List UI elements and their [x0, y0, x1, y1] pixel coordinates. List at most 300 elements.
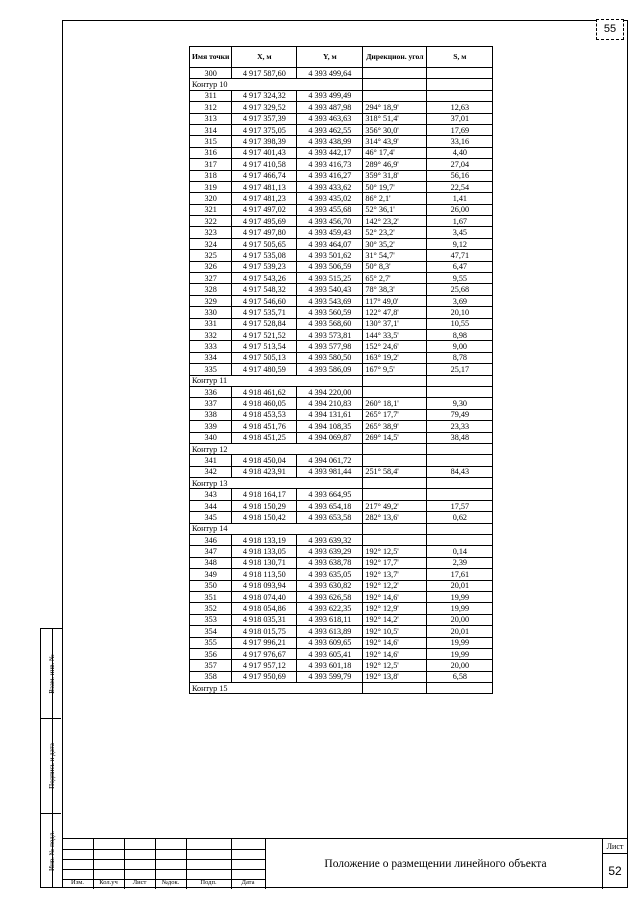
header-length: S, м: [427, 47, 493, 68]
direction-cell: [363, 455, 427, 466]
table-row: [190, 535, 493, 546]
x-cell: 4 918 164,17: [232, 489, 297, 500]
direction-cell: 192° 12,2': [363, 580, 427, 591]
length-cell: 26,00: [427, 204, 493, 215]
point-name-cell: 353: [190, 614, 232, 625]
point-name-cell: 315: [190, 136, 232, 147]
length-cell: 8,98: [427, 329, 493, 340]
x-cell: 4 917 535,08: [232, 250, 297, 261]
header-point: Имя точки: [190, 47, 232, 68]
y-cell: 4 393 635,05: [297, 569, 363, 580]
point-name-cell: 337: [190, 398, 232, 409]
length-cell: 3,45: [427, 227, 493, 238]
length-cell: 20,00: [427, 660, 493, 671]
y-cell: 4 393 499,64: [297, 68, 363, 79]
stamp-ndok: №док.: [161, 879, 180, 886]
x-cell: 4 918 133,19: [232, 535, 297, 546]
table-row: [190, 147, 493, 158]
length-cell: 0,14: [427, 546, 493, 557]
direction-cell: 192° 14,6': [363, 648, 427, 659]
sheet-label: Лист: [602, 839, 628, 854]
table-row: [190, 307, 493, 318]
table-row: [190, 614, 493, 625]
table-row: [190, 261, 493, 272]
table-row: [190, 227, 493, 238]
y-cell: 4 393 543,69: [297, 295, 363, 306]
stamp-data: Дата: [241, 879, 255, 886]
length-cell: 33,16: [427, 136, 493, 147]
point-name-cell: 356: [190, 648, 232, 659]
direction-cell: [363, 489, 427, 500]
x-cell: 4 917 401,43: [232, 147, 297, 158]
table-row: [190, 364, 493, 375]
point-name-cell: 348: [190, 557, 232, 568]
direction-cell: 289° 46,9': [363, 159, 427, 170]
table-row: [190, 124, 493, 135]
y-cell: 4 393 487,98: [297, 102, 363, 113]
length-cell: [427, 489, 493, 500]
x-cell: 4 917 497,02: [232, 204, 297, 215]
x-cell: 4 917 976,67: [232, 648, 297, 659]
point-name-cell: 312: [190, 102, 232, 113]
y-cell: 4 393 455,68: [297, 204, 363, 215]
point-name-cell: 355: [190, 637, 232, 648]
direction-cell: 122° 47,8': [363, 307, 427, 318]
stamp-list: Лист: [132, 879, 147, 886]
x-cell: 4 917 329,52: [232, 102, 297, 113]
x-cell: 4 917 505,13: [232, 352, 297, 363]
header-y: Y, м: [297, 47, 363, 68]
stamp-izm: Изм.: [71, 879, 84, 886]
direction-cell: 260° 18,1': [363, 398, 427, 409]
direction-cell: 50° 19,7': [363, 181, 427, 192]
x-cell: 4 918 133,05: [232, 546, 297, 557]
table-row: [190, 512, 493, 523]
x-cell: 4 918 093,94: [232, 580, 297, 591]
y-cell: 4 393 506,59: [297, 261, 363, 272]
x-cell: 4 917 495,69: [232, 216, 297, 227]
coordinates-table: [189, 46, 493, 694]
direction-cell: 359° 31,8': [363, 170, 427, 181]
table-row: [190, 637, 493, 648]
x-cell: 4 917 546,60: [232, 295, 297, 306]
length-cell: 0,62: [427, 512, 493, 523]
sheet-number: 52: [608, 864, 622, 878]
contour-label: Контур 15: [190, 683, 363, 694]
y-cell: 4 393 416,27: [297, 170, 363, 181]
x-cell: 4 917 521,52: [232, 329, 297, 340]
length-cell: 38,48: [427, 432, 493, 443]
x-cell: 4 917 357,39: [232, 113, 297, 124]
contour-label: Контур 10: [190, 79, 363, 90]
point-name-cell: 338: [190, 409, 232, 420]
x-cell: 4 917 466,74: [232, 170, 297, 181]
length-cell: 20,01: [427, 580, 493, 591]
x-cell: 4 918 054,86: [232, 603, 297, 614]
x-cell: 4 918 460,05: [232, 398, 297, 409]
y-cell: 4 393 609,65: [297, 637, 363, 648]
table-row: [190, 489, 493, 500]
point-name-cell: 319: [190, 181, 232, 192]
original-inv-label: Инв. № подл.: [48, 831, 56, 871]
point-name-cell: 313: [190, 113, 232, 124]
y-cell: 4 393 464,07: [297, 238, 363, 249]
point-name-cell: 331: [190, 318, 232, 329]
y-cell: 4 394 220,00: [297, 386, 363, 397]
y-cell: 4 393 664,95: [297, 489, 363, 500]
length-cell: 2,39: [427, 557, 493, 568]
table-row: [190, 204, 493, 215]
table-row: [190, 466, 493, 477]
y-cell: 4 393 654,18: [297, 500, 363, 511]
y-cell: 4 393 626,58: [297, 591, 363, 602]
point-name-cell: 334: [190, 352, 232, 363]
y-cell: 4 393 540,43: [297, 284, 363, 295]
contour-row: [190, 79, 493, 90]
point-name-cell: 317: [190, 159, 232, 170]
contour-label: Контур 13: [190, 478, 363, 489]
top-page-number: 55: [596, 19, 624, 40]
replace-inv-label: Взам. инв. №: [48, 654, 56, 694]
x-cell: 4 917 398,39: [232, 136, 297, 147]
x-cell: 4 917 528,84: [232, 318, 297, 329]
length-cell: 9,55: [427, 273, 493, 284]
y-cell: 4 393 433,62: [297, 181, 363, 192]
x-cell: 4 917 996,21: [232, 637, 297, 648]
point-name-cell: 318: [190, 170, 232, 181]
table-row: [190, 102, 493, 113]
dir-cell: [363, 375, 427, 386]
table-row: [190, 318, 493, 329]
len-cell: [427, 79, 493, 90]
point-name-cell: 323: [190, 227, 232, 238]
table-row: [190, 68, 493, 79]
y-cell: 4 393 630,82: [297, 580, 363, 591]
direction-cell: 142° 23,2': [363, 216, 427, 227]
table-row: [190, 671, 493, 682]
y-cell: 4 393 613,89: [297, 626, 363, 637]
dir-cell: [363, 79, 427, 90]
x-cell: 4 918 423,91: [232, 466, 297, 477]
direction-cell: 52° 23,2': [363, 227, 427, 238]
length-cell: 23,33: [427, 421, 493, 432]
point-name-cell: 314: [190, 124, 232, 135]
length-cell: 19,99: [427, 637, 493, 648]
table-header-row: [190, 47, 493, 68]
y-cell: 4 394 108,35: [297, 421, 363, 432]
direction-cell: 167° 9,5': [363, 364, 427, 375]
x-cell: 4 917 324,32: [232, 90, 297, 101]
length-cell: 25,17: [427, 364, 493, 375]
x-cell: 4 918 150,42: [232, 512, 297, 523]
table-row: [190, 341, 493, 352]
y-cell: 4 393 601,18: [297, 660, 363, 671]
x-cell: 4 918 113,50: [232, 569, 297, 580]
table-row: [190, 170, 493, 181]
y-cell: 4 393 568,60: [297, 318, 363, 329]
x-cell: 4 917 481,23: [232, 193, 297, 204]
length-cell: [427, 535, 493, 546]
y-cell: 4 394 210,83: [297, 398, 363, 409]
point-name-cell: 352: [190, 603, 232, 614]
length-cell: [427, 455, 493, 466]
y-cell: 4 393 438,99: [297, 136, 363, 147]
table-row: [190, 216, 493, 227]
y-cell: 4 393 577,98: [297, 341, 363, 352]
y-cell: 4 393 653,58: [297, 512, 363, 523]
table-row: [190, 329, 493, 340]
direction-cell: 314° 43,9': [363, 136, 427, 147]
contour-label: Контур 14: [190, 523, 363, 534]
length-cell: 25,68: [427, 284, 493, 295]
length-cell: 22,54: [427, 181, 493, 192]
point-name-cell: 357: [190, 660, 232, 671]
len-cell: [427, 478, 493, 489]
x-cell: 4 917 481,13: [232, 181, 297, 192]
x-cell: 4 918 035,31: [232, 614, 297, 625]
table-row: [190, 421, 493, 432]
direction-cell: 46° 17,4': [363, 147, 427, 158]
point-name-cell: 322: [190, 216, 232, 227]
length-cell: 17,61: [427, 569, 493, 580]
y-cell: 4 393 618,11: [297, 614, 363, 625]
direction-cell: 192° 14,6': [363, 591, 427, 602]
length-cell: 4,40: [427, 147, 493, 158]
point-name-cell: 335: [190, 364, 232, 375]
length-cell: 37,01: [427, 113, 493, 124]
table-row: [190, 432, 493, 443]
point-name-cell: 346: [190, 535, 232, 546]
contour-row: [190, 523, 493, 534]
x-cell: 4 917 497,80: [232, 227, 297, 238]
direction-cell: 31° 54,7': [363, 250, 427, 261]
table-row: [190, 284, 493, 295]
length-cell: [427, 386, 493, 397]
table-row: [190, 500, 493, 511]
point-name-cell: 327: [190, 273, 232, 284]
x-cell: 4 918 453,53: [232, 409, 297, 420]
length-cell: 20,10: [427, 307, 493, 318]
direction-cell: 192° 10,5': [363, 626, 427, 637]
len-cell: [427, 523, 493, 534]
y-cell: 4 393 416,73: [297, 159, 363, 170]
length-cell: 17,57: [427, 500, 493, 511]
length-cell: 10,55: [427, 318, 493, 329]
direction-cell: 217° 49,2': [363, 500, 427, 511]
length-cell: [427, 68, 493, 79]
point-name-cell: 333: [190, 341, 232, 352]
point-name-cell: 321: [190, 204, 232, 215]
table-row: [190, 455, 493, 466]
point-name-cell: 344: [190, 500, 232, 511]
direction-cell: 282° 13,6': [363, 512, 427, 523]
len-cell: [427, 443, 493, 454]
point-name-cell: 330: [190, 307, 232, 318]
point-name-cell: 340: [190, 432, 232, 443]
x-cell: 4 918 130,71: [232, 557, 297, 568]
table-row: [190, 238, 493, 249]
direction-cell: 269° 14,5': [363, 432, 427, 443]
direction-cell: 192° 12,5': [363, 660, 427, 671]
y-cell: 4 393 463,63: [297, 113, 363, 124]
length-cell: 9,30: [427, 398, 493, 409]
direction-cell: 50° 8,3': [363, 261, 427, 272]
y-cell: 4 393 599,79: [297, 671, 363, 682]
len-cell: [427, 375, 493, 386]
direction-cell: 30° 35,2': [363, 238, 427, 249]
direction-cell: 52° 36,1': [363, 204, 427, 215]
table-row: [190, 557, 493, 568]
direction-cell: 117° 49,0': [363, 295, 427, 306]
table-row: [190, 648, 493, 659]
y-cell: 4 393 435,02: [297, 193, 363, 204]
direction-cell: 265° 17,7': [363, 409, 427, 420]
y-cell: 4 393 499,49: [297, 90, 363, 101]
direction-cell: 192° 14,6': [363, 637, 427, 648]
direction-cell: 192° 17,7': [363, 557, 427, 568]
table-row: [190, 136, 493, 147]
y-cell: 4 393 580,50: [297, 352, 363, 363]
y-cell: 4 393 560,59: [297, 307, 363, 318]
table-row: [190, 591, 493, 602]
table-row: [190, 546, 493, 557]
contour-label: Контур 12: [190, 443, 363, 454]
table-row: [190, 603, 493, 614]
x-cell: 4 918 451,25: [232, 432, 297, 443]
y-cell: 4 393 622,35: [297, 603, 363, 614]
table-row: [190, 90, 493, 101]
point-name-cell: 328: [190, 284, 232, 295]
y-cell: 4 393 638,78: [297, 557, 363, 568]
direction-cell: 192° 13,7': [363, 569, 427, 580]
y-cell: 4 393 456,70: [297, 216, 363, 227]
y-cell: 4 393 501,62: [297, 250, 363, 261]
x-cell: 4 918 150,29: [232, 500, 297, 511]
length-cell: 6,58: [427, 671, 493, 682]
length-cell: 6,47: [427, 261, 493, 272]
y-cell: 4 393 515,25: [297, 273, 363, 284]
x-cell: 4 918 450,04: [232, 455, 297, 466]
y-cell: 4 393 639,29: [297, 546, 363, 557]
table-row: [190, 193, 493, 204]
y-cell: 4 393 442,17: [297, 147, 363, 158]
direction-cell: 130° 37,1': [363, 318, 427, 329]
stamp-koluch: Кол.уч: [99, 879, 118, 886]
point-name-cell: 342: [190, 466, 232, 477]
dir-cell: [363, 478, 427, 489]
length-cell: 8,78: [427, 352, 493, 363]
direction-cell: 318° 51,4': [363, 113, 427, 124]
length-cell: 17,69: [427, 124, 493, 135]
y-cell: 4 394 061,72: [297, 455, 363, 466]
y-cell: 4 393 573,81: [297, 329, 363, 340]
y-cell: 4 393 981,44: [297, 466, 363, 477]
point-name-cell: 325: [190, 250, 232, 261]
direction-cell: [363, 68, 427, 79]
dir-cell: [363, 523, 427, 534]
document-title: Положение о размещении линейного объекта: [324, 858, 547, 870]
direction-cell: 86° 2,1': [363, 193, 427, 204]
length-cell: 19,99: [427, 648, 493, 659]
x-cell: 4 918 015,75: [232, 626, 297, 637]
direction-cell: 152° 24,6': [363, 341, 427, 352]
length-cell: 19,99: [427, 591, 493, 602]
direction-cell: [363, 386, 427, 397]
point-name-cell: 341: [190, 455, 232, 466]
contour-row: [190, 443, 493, 454]
length-cell: 3,69: [427, 295, 493, 306]
contour-row: [190, 478, 493, 489]
point-name-cell: 316: [190, 147, 232, 158]
dir-cell: [363, 443, 427, 454]
table-row: [190, 569, 493, 580]
length-cell: 20,01: [427, 626, 493, 637]
x-cell: 4 917 957,12: [232, 660, 297, 671]
length-cell: 27,04: [427, 159, 493, 170]
contour-row: [190, 375, 493, 386]
y-cell: 4 393 639,32: [297, 535, 363, 546]
length-cell: [427, 90, 493, 101]
x-cell: 4 917 505,65: [232, 238, 297, 249]
x-cell: 4 917 410,58: [232, 159, 297, 170]
point-name-cell: 332: [190, 329, 232, 340]
point-name-cell: 300: [190, 68, 232, 79]
contour-label: Контур 11: [190, 375, 363, 386]
point-name-cell: 343: [190, 489, 232, 500]
point-name-cell: 324: [190, 238, 232, 249]
table-row: [190, 250, 493, 261]
x-cell: 4 918 451,76: [232, 421, 297, 432]
length-cell: 20,00: [427, 614, 493, 625]
point-name-cell: 329: [190, 295, 232, 306]
x-cell: 4 917 480,59: [232, 364, 297, 375]
length-cell: 1,67: [427, 216, 493, 227]
point-name-cell: 311: [190, 90, 232, 101]
length-cell: 79,49: [427, 409, 493, 420]
length-cell: 12,63: [427, 102, 493, 113]
y-cell: 4 393 459,43: [297, 227, 363, 238]
y-cell: 4 393 605,41: [297, 648, 363, 659]
x-cell: 4 917 950,69: [232, 671, 297, 682]
table-row: [190, 386, 493, 397]
point-name-cell: 347: [190, 546, 232, 557]
point-name-cell: 358: [190, 671, 232, 682]
table-row: [190, 409, 493, 420]
table-row: [190, 295, 493, 306]
point-name-cell: 336: [190, 386, 232, 397]
point-name-cell: 326: [190, 261, 232, 272]
length-cell: 19,99: [427, 603, 493, 614]
direction-cell: 192° 12,9': [363, 603, 427, 614]
point-name-cell: 349: [190, 569, 232, 580]
direction-cell: 192° 12,5': [363, 546, 427, 557]
length-cell: 84,43: [427, 466, 493, 477]
point-name-cell: 354: [190, 626, 232, 637]
direction-cell: [363, 535, 427, 546]
header-direction: Дирекцион. угол: [363, 47, 427, 68]
title-block: [62, 838, 628, 888]
table-row: [190, 181, 493, 192]
x-cell: 4 917 535,71: [232, 307, 297, 318]
table-row: [190, 660, 493, 671]
dir-cell: [363, 683, 427, 694]
len-cell: [427, 683, 493, 694]
x-cell: 4 917 543,26: [232, 273, 297, 284]
header-x: X, м: [232, 47, 297, 68]
direction-cell: 78° 38,3': [363, 284, 427, 295]
signature-date-label: Подпись и дата: [48, 743, 56, 789]
table-row: [190, 626, 493, 637]
